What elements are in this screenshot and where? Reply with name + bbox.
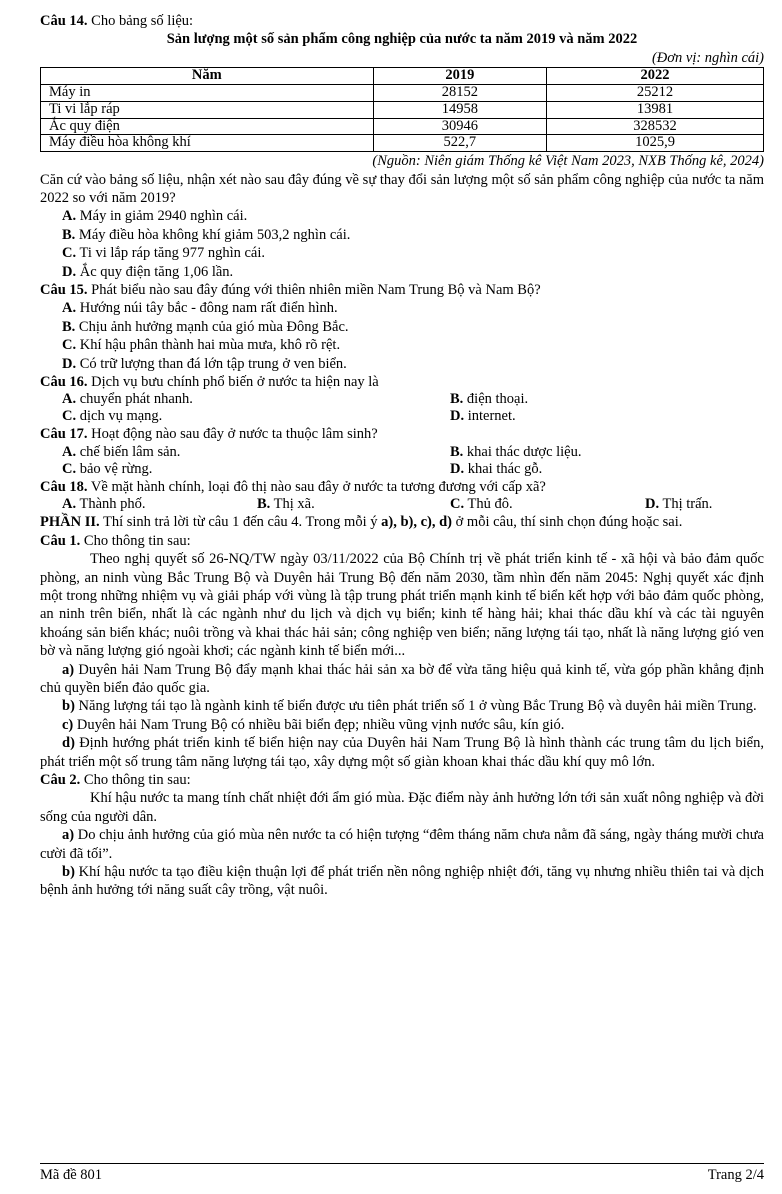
q14-option-c[interactable]: C. Ti vi lắp ráp tăng 977 nghìn cái. xyxy=(62,245,265,262)
q16-option-a[interactable]: A. chuyển phát nhanh. xyxy=(62,391,193,408)
q15-option-b[interactable]: B. Chịu ảnh hưởng mạnh của gió mùa Đông Bắc. xyxy=(62,318,349,335)
table-cell: 14958 xyxy=(373,101,547,118)
q16-option-c[interactable]: C. dịch vụ mạng. xyxy=(62,408,163,425)
q17-options-row1 xyxy=(40,444,764,461)
table-cell: Ti vi lắp ráp xyxy=(41,101,374,118)
q16-option-d[interactable]: D. internet. xyxy=(450,408,516,425)
exam-code: Mã đề 801 xyxy=(40,1167,103,1183)
table-source: (Nguồn: Niên giám Thống kê Việt Nam 2023, NXB Thống kê, 2024) xyxy=(372,153,764,170)
table-title: Sản lượng một số sản phẩm công nghiệp của nước ta năm 2019 và năm 2022 xyxy=(166,31,638,48)
p2q1-stem: Câu 1. Cho thông tin sau: xyxy=(40,532,191,549)
q18-option-c[interactable]: C. Thủ đô. xyxy=(450,496,513,513)
table-cell: Ắc quy điện xyxy=(41,118,374,135)
exam-page xyxy=(40,12,764,900)
q15-stem: Câu 15. Phát biểu nào sau đây đúng với thiên nhiên miền Nam Trung Bộ và Nam Bộ? xyxy=(40,282,541,299)
q14-question: Căn cứ vào bảng số liệu, nhận xét nào sau đây đúng về sự thay đổi sản lượng một số sản phẩm công nghiệp của nước ta năm 2022 so với năm 2019? xyxy=(40,171,764,207)
q14-option-a[interactable]: A. Máy in giảm 2940 nghìn cái. xyxy=(62,208,248,225)
q14-option-d[interactable]: D. Ắc quy điện tăng 1,06 lần. xyxy=(62,263,234,280)
table-unit: (Đơn vị: nghìn cái) xyxy=(651,49,764,66)
q17-option-a[interactable]: A. chế biến lâm sản. xyxy=(62,443,181,460)
table-cell: 522,7 xyxy=(373,135,547,152)
q18-option-a[interactable]: A. Thành phố. xyxy=(62,496,146,513)
p2q1-item-c[interactable]: c) Duyên hải Nam Trung Bộ có nhiều bãi biển đẹp; nhiều vũng vịnh nước sâu, kín gió. xyxy=(62,716,565,733)
q17-option-c[interactable]: C. bảo vệ rừng. xyxy=(62,460,153,477)
p2q1-item-a[interactable]: a) Duyên hải Nam Trung Bộ đẩy mạnh khai thác hải sản xa bờ để vừa tăng hiệu quả kinh tế, vừa góp phần khẳng định chủ quyền biển đảo quốc gia. xyxy=(40,661,764,696)
table-cell: 328532 xyxy=(547,118,764,135)
table-row xyxy=(41,101,764,118)
p2q1-item-d[interactable]: d) Định hướng phát triển kinh tế biển hiện nay của Duyên hải Nam Trung Bộ là hình thành các trung tâm du lịch biển, phát triển một số trung tâm năng lượng tái tạo, xây dựng một số giàn khoan khai thác dầu khí quy mô lớn. xyxy=(40,735,764,770)
table-header-row xyxy=(41,68,764,85)
q17-option-d[interactable]: D. khai thác gỗ. xyxy=(450,460,543,477)
q18-option-b[interactable]: B. Thị xã. xyxy=(257,496,315,513)
p2q2-passage: Khí hậu nước ta mang tính chất nhiệt đới ẩm gió mùa. Đặc điểm này ảnh hưởng lớn tới sản xuất nông nghiệp và đời sống của người dân. xyxy=(40,790,764,825)
q16-stem: Câu 16. Dịch vụ bưu chính phổ biến ở nước ta hiện nay là xyxy=(40,374,379,391)
q18-stem: Câu 18. Về mặt hành chính, loại đô thị nào sau đây ở nước ta tương đương với cấp xã? xyxy=(40,478,546,495)
data-table xyxy=(40,67,764,152)
q18-options xyxy=(40,496,764,513)
table-cell: 13981 xyxy=(547,101,764,118)
q16-option-b[interactable]: B. điện thoại. xyxy=(450,391,529,408)
table-cell: 28152 xyxy=(373,85,547,102)
p2q2-stem: Câu 2. Cho thông tin sau: xyxy=(40,771,191,788)
q14-stem: Câu 14. Cho bảng số liệu: xyxy=(40,13,194,29)
table-row xyxy=(41,135,764,152)
page-number: Trang 2/4 xyxy=(707,1167,764,1183)
page-footer xyxy=(40,1163,764,1184)
q17-stem: Câu 17. Hoạt động nào sau đây ở nước ta thuộc lâm sinh? xyxy=(40,426,378,443)
q15-option-d[interactable]: D. Có trữ lượng than đá lớn tập trung ở ven biển. xyxy=(62,355,347,372)
p2q1-item-b[interactable]: b) Năng lượng tái tạo là ngành kinh tế biển được ưu tiên phát triển số 1 ở vùng Bắc Trung Bộ và duyên hải miền Trung. xyxy=(62,698,757,715)
q15-option-a[interactable]: A. Hướng núi tây bắc - đông nam rất điển hình. xyxy=(62,300,338,317)
q18-option-d[interactable]: D. Thị trấn. xyxy=(645,496,713,513)
table-row xyxy=(41,118,764,135)
q17-options-row2 xyxy=(40,461,764,478)
part2-instructions: PHẦN II. Thí sinh trả lời từ câu 1 đến câu 4. Trong mỗi ý a), b), c), d) ở mỗi câu, thí sinh chọn đúng hoặc sai. xyxy=(40,514,683,531)
table-cell: 30946 xyxy=(373,118,547,135)
q15-option-c[interactable]: C. Khí hậu phân thành hai mùa mưa, khô rõ rệt. xyxy=(62,337,341,354)
table-cell: Máy in xyxy=(41,85,374,102)
table-cell: 25212 xyxy=(547,85,764,102)
table-header-cell: 2022 xyxy=(547,68,764,85)
q16-options-row2 xyxy=(40,408,764,425)
p2q2-item-b[interactable]: b) Khí hậu nước ta tạo điều kiện thuận lợi để phát triển nền nông nghiệp nhiệt đới, tăng vụ nhưng nhiều thiên tai và dịch bệnh ảnh hưởng tới năng suất cây trồng, vật nuôi. xyxy=(40,864,764,899)
table-header-cell: 2019 xyxy=(373,68,547,85)
q17-option-b[interactable]: B. khai thác dược liệu. xyxy=(450,443,582,460)
p2q2-item-a[interactable]: a) Do chịu ảnh hưởng của gió mùa nên nước ta có hiện tượng “đêm tháng năm chưa nằm đã sáng, ngày tháng mười chưa cười đã tối”. xyxy=(40,827,764,862)
p2q1-passage: Theo nghị quyết số 26-NQ/TW ngày 03/11/2022 của Bộ Chính trị về phát triển kinh tế - xã hội và bảo đảm quốc phòng, an ninh vùng Bắc Trung Bộ và Duyên hải Trung Bộ đến năm 2030, tầm nhìn đến năm 2045: Nghị quyết xác định một trong những nhiệm vụ và giải pháp với vùng là tập trung phát triển mạnh kinh tế biển kết hợp với bảo đảm quốc phòng, an ninh trên biển, nhất là các ngành như du lịch và dịch vụ biển; kinh tế hàng hải; khai thác dầu khí và các tài nguyên khoáng sản biển khác; nuôi trồng và khai thác hải sản; công nghiệp ven biển; năng lượng tái tạo, nhất là năng lượng gió ven bờ và năng lượng gió ngoài khơi; các ngành kinh tế biển mới... xyxy=(40,551,764,660)
q16-options-row1 xyxy=(40,391,764,408)
q14-option-b[interactable]: B. Máy điều hòa không khí giảm 503,2 nghìn cái. xyxy=(62,226,351,243)
table-cell: 1025,9 xyxy=(547,135,764,152)
table-cell: Máy điều hòa không khí xyxy=(41,135,374,152)
table-row xyxy=(41,85,764,102)
table-header-cell: Năm xyxy=(41,68,374,85)
